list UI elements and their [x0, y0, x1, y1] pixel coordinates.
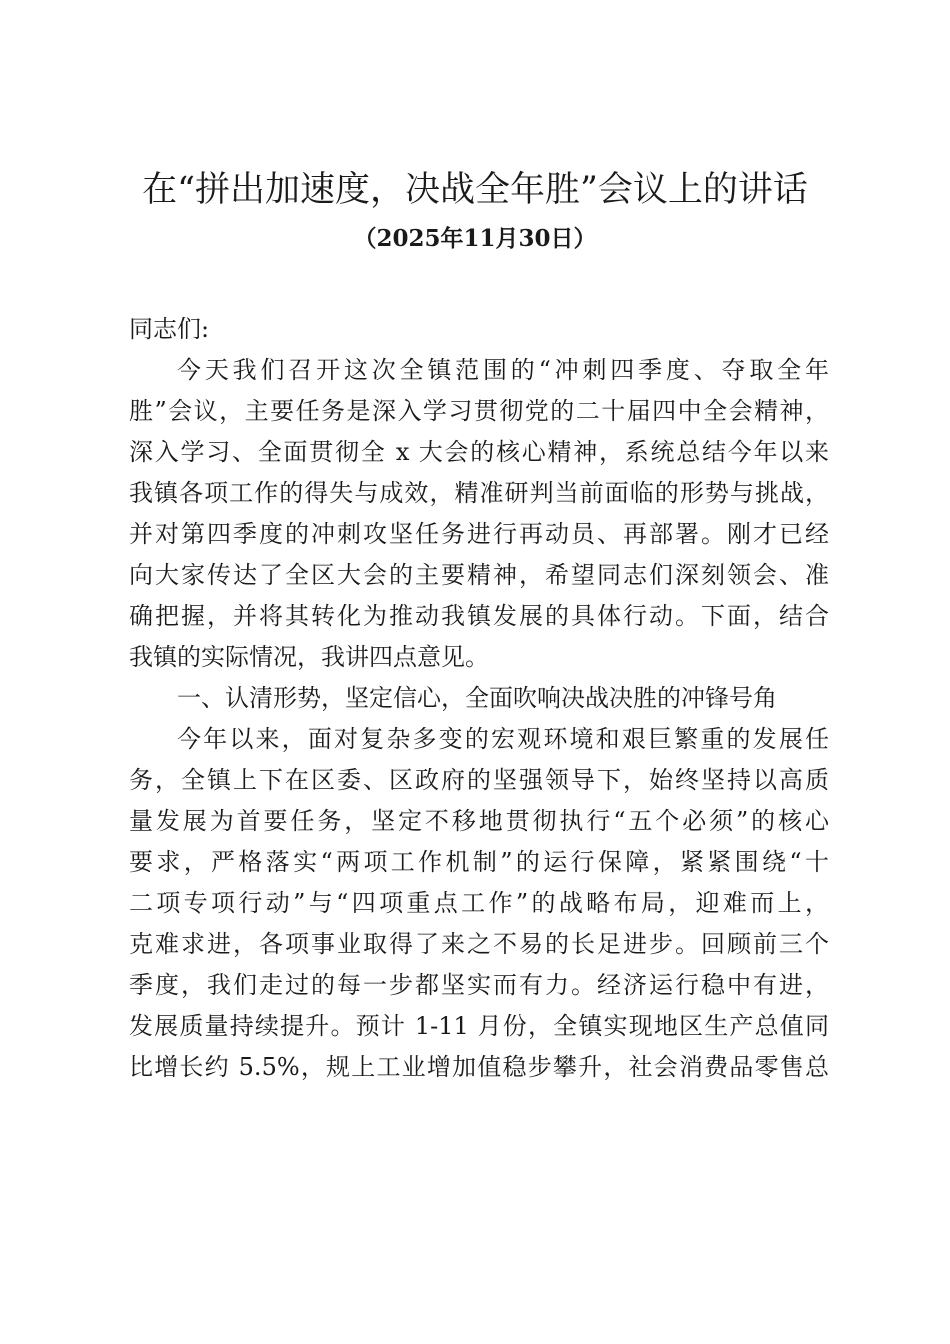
paragraph-line: 务，全镇上下在区委、区政府的坚强领导下，始终坚持以高质: [129, 766, 829, 794]
paragraph-line: 向大家传达了全区大会的主要精神，希望同志们深刻领会、准: [129, 561, 829, 589]
paragraph-line: 克难求进，各项事业取得了来之不易的长足进步。回顾前三个: [129, 930, 829, 958]
salutation-line: 同志们:: [129, 315, 210, 343]
speech-date: （2025年11月30日）: [353, 225, 597, 252]
salutation: [129, 309, 829, 350]
paragraph-situation: [129, 719, 829, 1088]
paragraph-line: 我镇的实际情况，我讲四点意见。: [129, 643, 489, 671]
speech-title: 在“拼出加速度，决战全年胜”会议上的讲话: [142, 170, 808, 210]
paragraph-line: 发展质量持续提升。预计 1-11 月份，全镇实现地区生产总值同: [129, 1012, 829, 1040]
document-body: [129, 309, 829, 1088]
paragraph-intro: [129, 350, 829, 678]
paragraph-line: 深入学习、全面贯彻全 x 大会的核心精神，系统总结今年以来: [129, 438, 829, 466]
paragraph-line: 比增长约 5.5%，规上工业增加值稳步攀升，社会消费品零售总: [129, 1053, 829, 1081]
paragraph-line: 要求，严格落实“两项工作机制”的运行保障，紧紧围绕“十: [129, 848, 829, 876]
paragraph-line: 胜”会议，主要任务是深入学习贯彻党的二十届四中全会精神，: [129, 397, 829, 425]
paragraph-line: 量发展为首要任务，坚定不移地贯彻执行“五个必须”的核心: [129, 807, 829, 835]
paragraph-line: 季度，我们走过的每一步都坚实而有力。经济运行稳中有进，: [129, 971, 829, 999]
paragraph-line: 我镇各项工作的得失与成效，精准研判当前面临的形势与挑战，: [129, 479, 829, 507]
paragraph-line: 今天我们召开这次全镇范围的“冲刺四季度、夺取全年: [177, 356, 829, 384]
section-heading-1: [129, 678, 829, 719]
heading-line: 一、认清形势，坚定信心，全面吹响决战决胜的冲锋号角: [177, 684, 777, 712]
paragraph-line: 确把握，并将其转化为推动我镇发展的具体行动。下面，结合: [129, 602, 829, 630]
paragraph-line: 并对第四季度的冲刺攻坚任务进行再动员、再部署。刚才已经: [129, 520, 829, 548]
paragraph-line: 二项专项行动”与“四项重点工作”的战略布局，迎难而上，: [129, 889, 829, 917]
paragraph-line: 今年以来，面对复杂多变的宏观环境和艰巨繁重的发展任: [177, 725, 829, 753]
